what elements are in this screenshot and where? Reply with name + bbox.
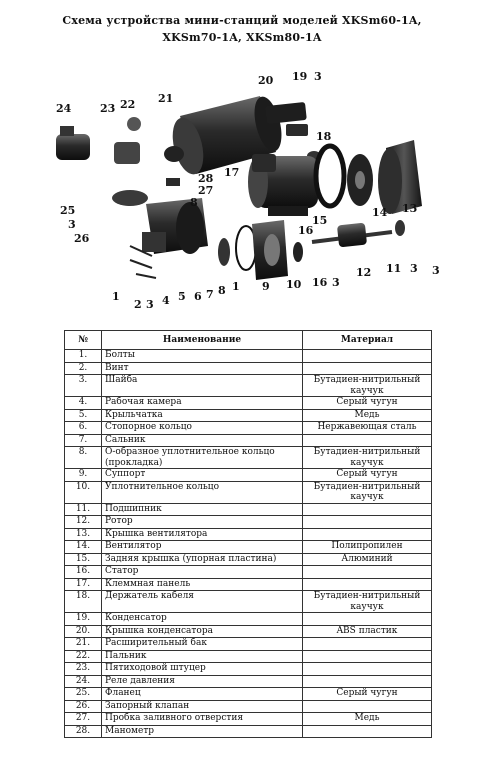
callout-label: 18 — [316, 130, 332, 143]
row-number: 8. — [65, 447, 102, 469]
row-material — [303, 503, 432, 516]
row-name: Крыльчатка — [102, 409, 303, 422]
row-number: 20. — [65, 625, 102, 638]
row-number: 18. — [65, 591, 102, 613]
row-name: Вентилятор — [102, 541, 303, 554]
table-row — [65, 481, 432, 503]
row-number: 21. — [65, 638, 102, 651]
row-material: Нержавеющая сталь — [303, 422, 432, 435]
callout-label: 8 — [218, 284, 226, 297]
callout-label: 16 — [312, 276, 328, 289]
flange-shape — [112, 190, 148, 206]
row-material — [303, 566, 432, 579]
row-number: 11. — [65, 503, 102, 516]
callout-label: 4 — [162, 294, 170, 307]
row-name: Пальник — [102, 650, 303, 663]
header-material: Материал — [303, 331, 432, 350]
row-material: Бутадиен-нитрильный каучук — [303, 481, 432, 503]
table-row — [65, 516, 432, 529]
row-number: 1. — [65, 350, 102, 363]
row-material: Серый чугун — [303, 688, 432, 701]
callout-label: 6 — [194, 290, 202, 303]
row-number: 15. — [65, 553, 102, 566]
row-material: Медь — [303, 409, 432, 422]
table-row — [65, 469, 432, 482]
callout-label: 3 — [146, 298, 154, 311]
table-row — [65, 700, 432, 713]
callout-label: 2 — [134, 298, 142, 311]
title-line-1: Схема устройства мини-станций моделей XKSm60-1A, — [62, 14, 422, 27]
row-name: Крышка конденсатора — [102, 625, 303, 638]
callout-label: 8 — [190, 196, 198, 209]
row-name: Расширительный бак — [102, 638, 303, 651]
callout-label: 1 — [232, 280, 240, 293]
callout-label: 3 — [314, 70, 322, 83]
row-name: Рабочая камера — [102, 397, 303, 410]
row-name: Суппорт — [102, 469, 303, 482]
page-title — [40, 12, 444, 46]
row-name: Уплотнительное кольцо — [102, 481, 303, 503]
row-number: 7. — [65, 434, 102, 447]
row-name: Пробка заливного отверстия — [102, 713, 303, 726]
callout-label: 9 — [262, 280, 270, 293]
table-row — [65, 528, 432, 541]
row-name: Подшипник — [102, 503, 303, 516]
row-material — [303, 362, 432, 375]
rear-cover-shape — [316, 146, 344, 206]
callout-label: 3 — [332, 276, 340, 289]
table-row — [65, 422, 432, 435]
row-material: Полипропилен — [303, 541, 432, 554]
callout-label: 13 — [402, 202, 418, 215]
row-number: 25. — [65, 688, 102, 701]
row-material — [303, 725, 432, 738]
row-material — [303, 675, 432, 688]
callout-label: 22 — [120, 98, 136, 111]
table-row — [65, 591, 432, 613]
row-number: 5. — [65, 409, 102, 422]
row-material: ABS пластик — [303, 625, 432, 638]
filler-plug-shape — [166, 178, 180, 186]
callout-label: 15 — [312, 214, 328, 227]
callout-label: 3 — [68, 218, 76, 231]
parts-table — [64, 330, 432, 738]
row-number: 14. — [65, 541, 102, 554]
callout-label: 11 — [386, 262, 402, 275]
callout-label: 1 — [112, 290, 120, 303]
table-row — [65, 397, 432, 410]
table-row — [65, 362, 432, 375]
exploded-pump-diagram — [30, 64, 450, 324]
table-row — [65, 613, 432, 626]
row-name: Крышка вентилятора — [102, 528, 303, 541]
row-name: Задняя крышка (упорная пластина) — [102, 553, 303, 566]
support-shape — [252, 220, 288, 280]
row-name: Фланец — [102, 688, 303, 701]
callout-label: 14 — [372, 206, 388, 219]
callout-label: 24 — [56, 102, 72, 115]
callout-label: 27 — [198, 184, 214, 197]
row-material — [303, 613, 432, 626]
row-name: О-образное уплотнительное кольцо (прокладка) — [102, 447, 303, 469]
title-line-2: XKSm70-1A, XKSm80-1A — [162, 31, 322, 44]
callout-label: 5 — [178, 290, 186, 303]
callout-label: 25 — [60, 204, 76, 217]
row-number: 16. — [65, 566, 102, 579]
row-number: 10. — [65, 481, 102, 503]
row-material: Алюминий — [303, 553, 432, 566]
table-header-row — [65, 331, 432, 350]
fan-shape — [347, 154, 373, 206]
bearing-shape — [395, 220, 405, 236]
table-row — [65, 725, 432, 738]
callout-label: 12 — [356, 266, 372, 279]
stator-shape — [248, 154, 318, 216]
row-name: Сальник — [102, 434, 303, 447]
row-name: Стопорное кольцо — [102, 422, 303, 435]
impeller-shape — [218, 238, 230, 266]
row-number: 28. — [65, 725, 102, 738]
row-name: Держатель кабеля — [102, 591, 303, 613]
row-material — [303, 700, 432, 713]
row-material: Бутадиен-нитрильный каучук — [303, 591, 432, 613]
row-material — [303, 434, 432, 447]
callout-label: 17 — [224, 166, 240, 179]
row-material: Серый чугун — [303, 397, 432, 410]
row-number: 23. — [65, 663, 102, 676]
row-number: 4. — [65, 397, 102, 410]
row-material — [303, 578, 432, 591]
row-name: Манометр — [102, 725, 303, 738]
row-number: 13. — [65, 528, 102, 541]
callout-label: 19 — [292, 70, 308, 83]
row-material — [303, 528, 432, 541]
table-row — [65, 713, 432, 726]
row-name: Болты — [102, 350, 303, 363]
callout-label: 10 — [286, 278, 302, 291]
row-material: Медь — [303, 713, 432, 726]
row-name: Ротор — [102, 516, 303, 529]
header-number: № — [65, 331, 102, 350]
table-row — [65, 553, 432, 566]
table-row — [65, 375, 432, 397]
callout-label: 28 — [198, 172, 214, 185]
row-number: 12. — [65, 516, 102, 529]
row-material — [303, 650, 432, 663]
manometer-shape — [127, 117, 141, 131]
table-row — [65, 688, 432, 701]
pressure-switch-shape — [56, 126, 90, 160]
row-number: 17. — [65, 578, 102, 591]
callout-label: 3 — [432, 264, 440, 277]
callout-label: 7 — [206, 288, 214, 301]
row-number: 26. — [65, 700, 102, 713]
row-material — [303, 516, 432, 529]
callout-label: 26 — [74, 232, 90, 245]
row-number: 22. — [65, 650, 102, 663]
row-number: 6. — [65, 422, 102, 435]
table-row — [65, 503, 432, 516]
table-row — [65, 541, 432, 554]
row-name: Пятиходовой штуцер — [102, 663, 303, 676]
row-material — [303, 638, 432, 651]
table-row — [65, 625, 432, 638]
row-number: 19. — [65, 613, 102, 626]
row-name: Винт — [102, 362, 303, 375]
table-row — [65, 663, 432, 676]
row-name: Запорный клапан — [102, 700, 303, 713]
row-number: 9. — [65, 469, 102, 482]
row-number: 24. — [65, 675, 102, 688]
table-row — [65, 566, 432, 579]
callout-label: 16 — [298, 224, 314, 237]
row-number: 2. — [65, 362, 102, 375]
table-row — [65, 650, 432, 663]
table-row — [65, 638, 432, 651]
row-name: Шайба — [102, 375, 303, 397]
row-number: 3. — [65, 375, 102, 397]
row-number: 27. — [65, 713, 102, 726]
row-name: Статор — [102, 566, 303, 579]
callout-label: 21 — [158, 92, 174, 105]
table-row — [65, 409, 432, 422]
table-row — [65, 434, 432, 447]
callout-label: 20 — [258, 74, 274, 87]
row-name: Реле давления — [102, 675, 303, 688]
header-name: Наименование — [102, 331, 303, 350]
row-material: Серый чугун — [303, 469, 432, 482]
row-material: Бутадиен-нитрильный каучук — [303, 375, 432, 397]
table-row — [65, 675, 432, 688]
five-way-fitting-shape — [114, 142, 140, 164]
row-material: Бутадиен-нитрильный каучук — [303, 447, 432, 469]
table-row — [65, 447, 432, 469]
row-material — [303, 663, 432, 676]
capacitor-shape — [286, 124, 308, 136]
row-material — [303, 350, 432, 363]
table-row — [65, 578, 432, 591]
callout-label: 3 — [410, 262, 418, 275]
callout-label: 23 — [100, 102, 116, 115]
seal-ring-shape — [293, 242, 303, 262]
row-name: Клеммная панель — [102, 578, 303, 591]
pump-chamber-shape — [142, 198, 208, 254]
row-name: Конденсатор — [102, 613, 303, 626]
table-row — [65, 350, 432, 363]
